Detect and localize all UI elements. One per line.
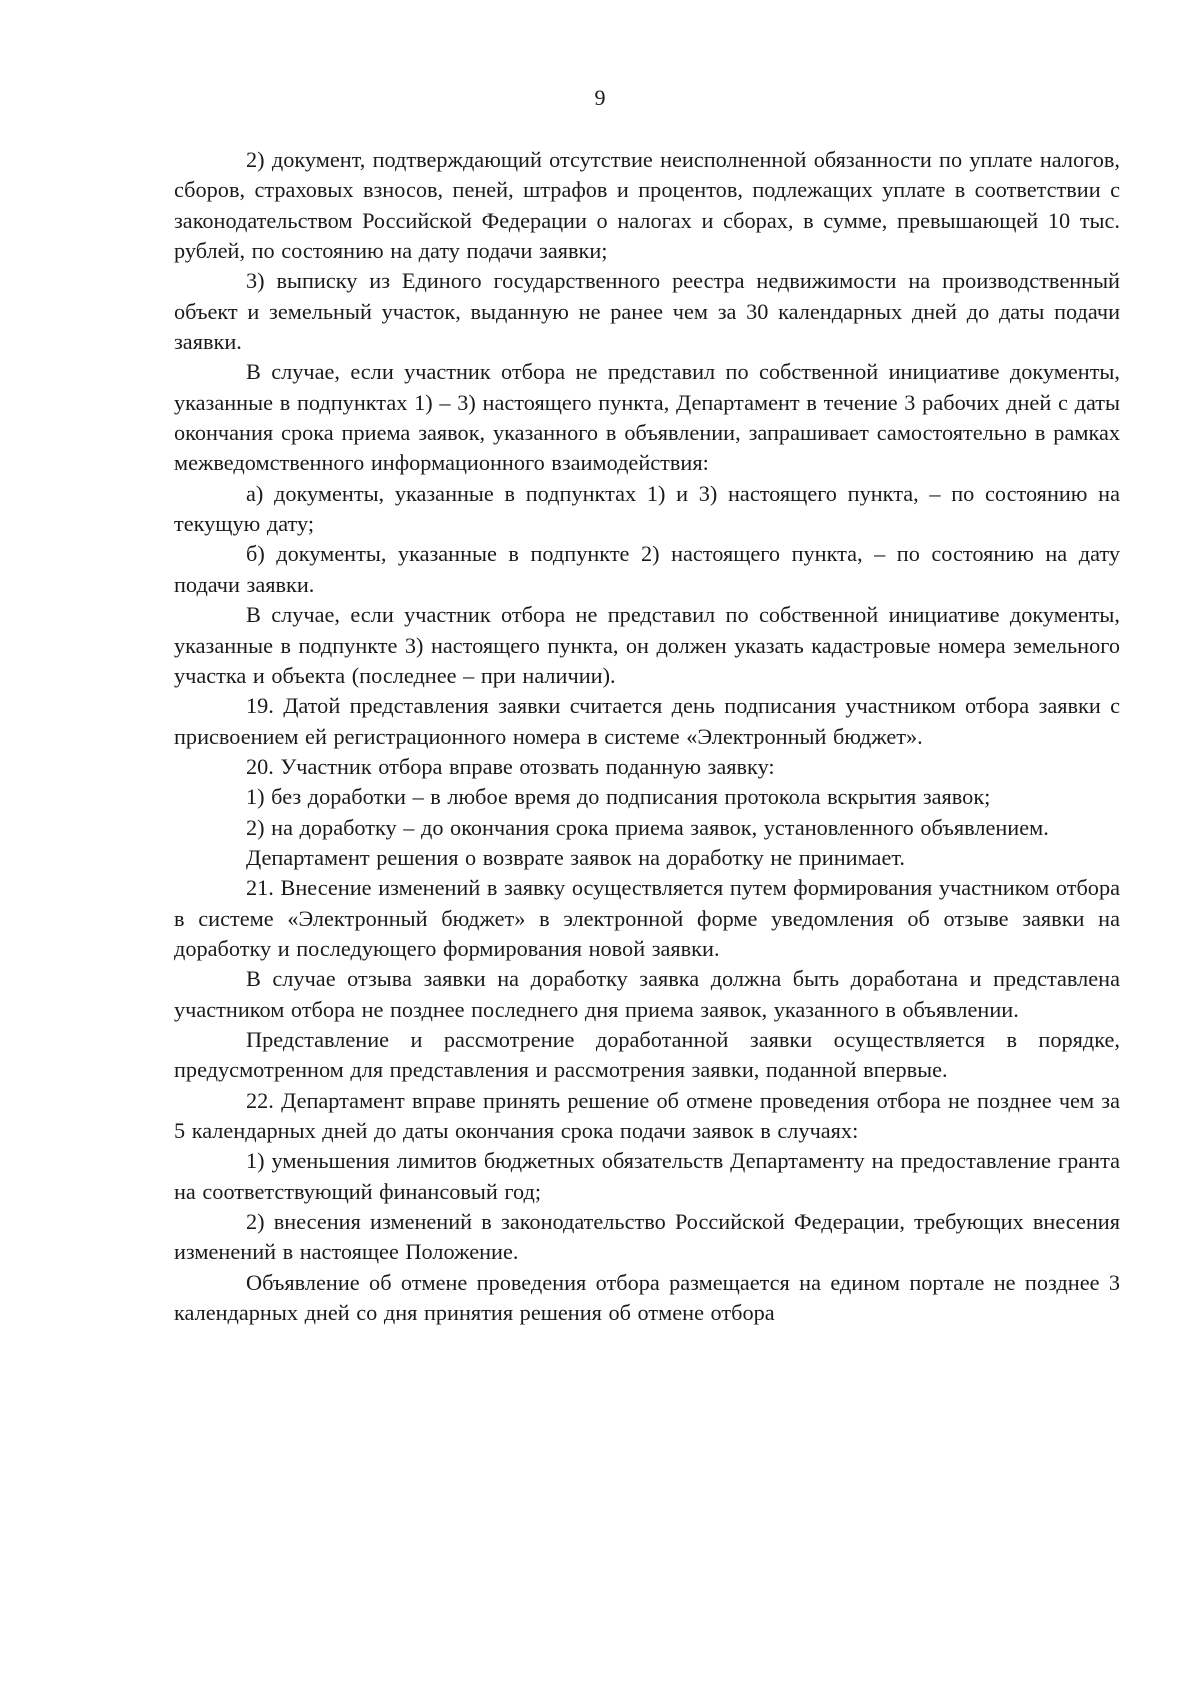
- paragraph-item-a: а) документы, указанные в подпунктах 1) и 3) настоящего пункта, – по состоянию на текущую дату;: [174, 480, 1120, 537]
- paragraph-subitem-3-registry-extract: 3) выписку из Единого государственного реестра недвижимости на производственный объект и земельный участок, выданную не ранее чем за 30 календарных дней до даты подачи заявки.: [174, 268, 1120, 355]
- paragraph-revision-deadline: В случае отзыва заявки на доработку заявка должна быть доработана и представлена участником отбора не позднее последнего дня приема заявок, указанного в объявлении.: [174, 966, 1120, 1022]
- paragraph-clause-22-item-1: 1) уменьшения лимитов бюджетных обязательств Департаменту на предоставление гранта на соответствующий финансовый год;: [174, 1148, 1120, 1204]
- paragraph-clause-19: 19. Датой представления заявки считается день подписания участником отбора заявки с присвоением ей регистрационного номера в системе «Электронный бюджет».: [174, 693, 1120, 749]
- paragraph-no-return-decision: Департамент решения о возврате заявок на доработку не принимает.: [246, 844, 905, 870]
- paragraph-clause-20-item-2: 2) на доработку – до окончания срока приема заявок, установленного объявлением.: [246, 814, 1049, 840]
- paragraph-cancellation-notice: Объявление об отмене проведения отбора размещается на едином портале не позднее 3 календарных дней со дня принятия решения об отмене отбора: [174, 1269, 1120, 1326]
- paragraph-subitem-2-tax-certificate: 2) документ, подтверждающий отсутствие неисполненной обязанности по уплате налогов, сборов, страховых взносов, пеней, штрафов и процентов, подлежащих уплате в соответствии с законодательством Российской Федерации о налогах и сборах, в сумме, превышающей 10 тыс. рублей, по состоянию на дату подачи заявки;: [174, 147, 1120, 264]
- paragraph-clause-22-item-2: 2) внесения изменений в законодательство Российской Федерации, требующих внесения изменений в настоящее Положение.: [174, 1209, 1120, 1265]
- paragraph-item-b: б) документы, указанные в подпункте 2) настоящего пункта, – по состоянию на дату подачи заявки.: [174, 541, 1120, 597]
- paragraph-clause-22: 22. Департамент вправе принять решение об отмене проведения отбора не позднее чем за 5 календарных дней до даты окончания срока подачи заявок в случаях:: [174, 1087, 1120, 1143]
- page-number: 9: [594, 85, 606, 110]
- document-body: [174, 145, 1120, 1328]
- paragraph-clause-20: 20. Участник отбора вправе отозвать поданную заявку:: [246, 753, 775, 779]
- paragraph-clause-21: 21. Внесение изменений в заявку осуществляется путем формирования участником отбора в системе «Электронный бюджет» в электронной форме уведомления об отзыве заявки на доработку и последующего формирования новой заявки.: [174, 875, 1120, 961]
- paragraph-cadastral-numbers: В случае, если участник отбора не представил по собственной инициативе документы, указанные в подпункте 3) настоящего пункта, он должен указать кадастровые номера земельного участка и объекта (последнее – при наличии).: [174, 602, 1120, 688]
- paragraph-interagency-request: В случае, если участник отбора не представил по собственной инициативе документы, указанные в подпунктах 1) – 3) настоящего пункта, Департамент в течение 3 рабочих дней с даты окончания срока приема заявок, указанного в объявлении, запрашивает самостоятельно в рамках межведомственного информационного взаимодействия:: [174, 359, 1120, 476]
- paragraph-clause-20-item-1: 1) без доработки – в любое время до подписания протокола вскрытия заявок;: [246, 784, 991, 810]
- paragraph-revised-review: Представление и рассмотрение доработанной заявки осуществляется в порядке, предусмотренном для представления и рассмотрения заявки, поданной впервые.: [174, 1026, 1120, 1083]
